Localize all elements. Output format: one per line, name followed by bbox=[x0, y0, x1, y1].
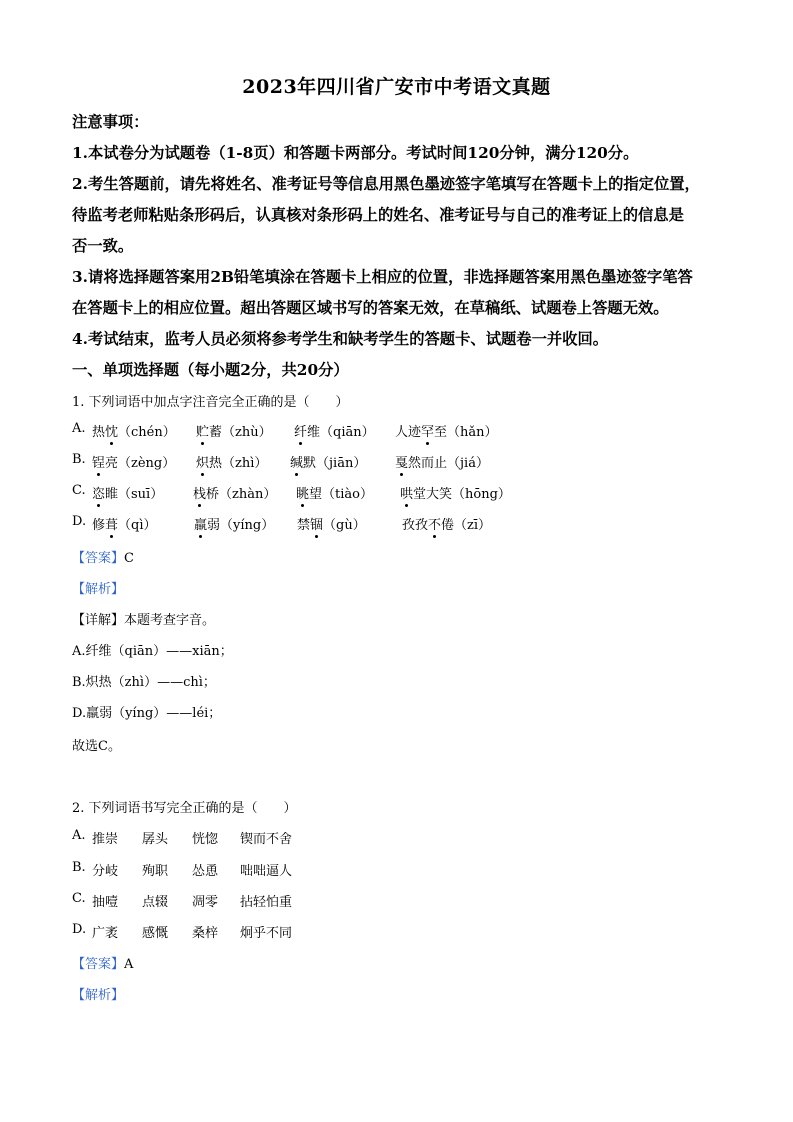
option-item: 感慨 bbox=[142, 926, 169, 941]
option-item: 恣睢（suī） bbox=[92, 483, 163, 502]
option-item: 锲而不舍 bbox=[240, 832, 293, 847]
explain-line: A.纤维（qiān）——xiān； bbox=[72, 644, 233, 659]
option-item: 哄堂大笑（hōng） bbox=[400, 483, 511, 502]
option-item: 修葺（qì） bbox=[92, 514, 157, 533]
option-item: 抽噎 bbox=[92, 895, 119, 910]
question-1-stem: 1. 下列词语中加点字注音完全正确的是（ ） bbox=[72, 395, 349, 410]
question-2-answer bbox=[72, 953, 133, 972]
option-item: 纤维（qiān） bbox=[294, 421, 375, 440]
option-item: 缄默（jiān） bbox=[290, 452, 366, 471]
option-item: 凋零 bbox=[192, 895, 219, 910]
option-item: 栈桥（zhàn） bbox=[193, 483, 276, 502]
option-item: 人迹罕至（hǎn） bbox=[395, 421, 498, 440]
option-label: D. bbox=[72, 514, 87, 529]
option-item: 咄咄逼人 bbox=[240, 864, 293, 879]
notice-heading: 注意事项： bbox=[72, 113, 149, 131]
notice-item: 1.本试卷分为试题卷（1-8页）和答题卡两部分。考试时间120分钟，满分120分。 bbox=[72, 144, 639, 162]
option-item: 炯乎不同 bbox=[240, 926, 293, 941]
option-item: 殉职 bbox=[142, 864, 169, 879]
option-item: 点辍 bbox=[142, 895, 169, 910]
option-item: 推崇 bbox=[92, 832, 119, 847]
option-item: 怂恿 bbox=[192, 864, 219, 879]
notice-item: 4.考试结束，监考人员必须将参考学生和缺考学生的答题卡、试题卷一并收回。 bbox=[72, 330, 609, 348]
option-label: A. bbox=[72, 828, 86, 843]
option-label: C. bbox=[72, 483, 86, 498]
question-1-answer bbox=[72, 547, 134, 566]
question-1-detail bbox=[72, 609, 215, 628]
detail-text: 本题考查字音。 bbox=[124, 613, 216, 628]
answer-label: 【答案】 bbox=[72, 957, 125, 972]
notice-item: 2.考生答题前，请先将姓名、准考证号等信息用黑色墨迹签字笔填写在答题卡上的指定位置， bbox=[72, 175, 700, 193]
option-label: D. bbox=[72, 922, 87, 937]
option-item: 广袤 bbox=[92, 926, 119, 941]
option-item: 恍惚 bbox=[192, 832, 219, 847]
option-item: 孜孜不倦（zī） bbox=[402, 514, 491, 533]
explain-line: D.羸弱（yíng）——léi； bbox=[72, 706, 222, 721]
option-item: 桑梓 bbox=[192, 926, 219, 941]
answer-label: 【答案】 bbox=[72, 551, 125, 566]
explain-line: B.炽热（zhì）——chì； bbox=[72, 675, 216, 690]
page-title: 2023年四川省广安市中考语文真题 bbox=[242, 76, 551, 98]
question-1-analysis-label: 【解析】 bbox=[72, 582, 125, 597]
question-2-stem: 2. 下列词语书写完全正确的是（ ） bbox=[72, 801, 297, 816]
section-heading: 一、单项选择题（每小题2分，共20分） bbox=[72, 361, 349, 379]
option-item: 炽热（zhì） bbox=[196, 452, 267, 471]
option-item: 分岐 bbox=[92, 864, 119, 879]
option-item: 羸弱（yíng） bbox=[194, 514, 274, 533]
notice-item: 3.请将选择题答案用2B铅笔填涂在答题卡上相应的位置，非选择题答案用黑色墨迹签字笔答 bbox=[72, 268, 693, 286]
option-label: B. bbox=[72, 452, 86, 467]
option-item: 眺望（tiào） bbox=[296, 483, 373, 502]
option-label: B. bbox=[72, 860, 86, 875]
option-label: C. bbox=[72, 891, 86, 906]
notice-item: 待监考老师粘贴条形码后，认真核对条形码上的姓名、准考证号与自己的准考证上的信息是 bbox=[72, 206, 684, 224]
question-1-conclusion: 故选C。 bbox=[72, 739, 121, 754]
notice-item: 在答题卡上的相应位置。超出答题区域书写的答案无效，在草稿纸、试题卷上答题无效。 bbox=[72, 299, 669, 317]
answer-value: A bbox=[124, 957, 134, 972]
question-2-analysis-label: 【解析】 bbox=[72, 988, 125, 1003]
answer-value: C bbox=[124, 551, 134, 566]
detail-label: 【详解】 bbox=[72, 613, 125, 628]
notice-item: 否一致。 bbox=[72, 237, 134, 255]
option-item: 孱头 bbox=[142, 832, 169, 847]
option-item: 禁锢（gù） bbox=[297, 514, 366, 533]
option-item: 拈轻怕重 bbox=[240, 895, 293, 910]
option-item: 贮蓄（zhù） bbox=[196, 421, 272, 440]
option-item: 锃亮（zèng） bbox=[92, 452, 175, 471]
option-item: 戛然而止（jiá） bbox=[395, 452, 489, 471]
option-item: 热忱（chén） bbox=[92, 421, 176, 440]
option-label: A. bbox=[72, 421, 86, 436]
